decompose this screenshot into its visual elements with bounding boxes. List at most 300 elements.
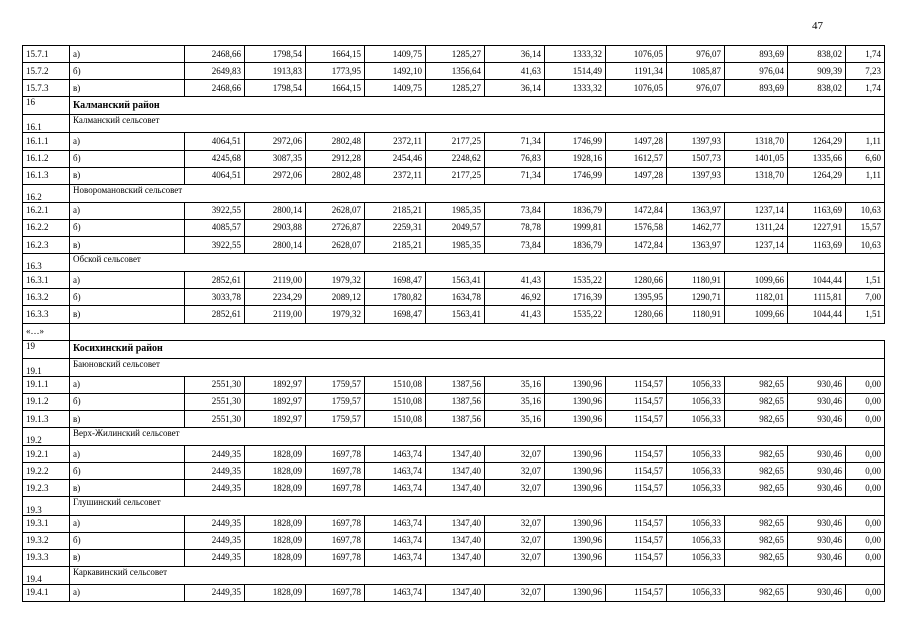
table-row [23,272,885,289]
row-code: 15.7.2 [23,63,70,80]
row-code: 19.1.3 [23,410,70,427]
value-cell: 0,00 [846,376,885,393]
value-cell: 982,65 [725,446,788,463]
value-cell: 0,00 [846,515,885,532]
value-cell: 41,43 [485,306,545,323]
value-cell: 46,92 [485,289,545,306]
table-row [23,532,885,549]
value-cell: 6,60 [846,150,885,167]
value-cell: 1928,16 [545,150,606,167]
row-code: 16.1.2 [23,150,70,167]
district-code: 19 [23,340,70,358]
value-cell: 1390,96 [545,480,606,497]
council-code: 16.2 [23,184,70,202]
table-row [23,584,885,601]
value-cell: 0,00 [846,393,885,410]
value-cell: 1237,14 [725,202,788,219]
value-cell: 2449,35 [185,446,245,463]
value-cell: 1401,05 [725,150,788,167]
value-cell: 1409,75 [365,80,426,97]
value-cell: 1463,74 [365,584,426,601]
value-cell: 1056,33 [667,393,725,410]
value-cell: 1828,09 [245,532,306,549]
row-code: 19.3.1 [23,515,70,532]
value-cell: 0,00 [846,410,885,427]
value-cell: 1264,29 [788,133,846,150]
row-variant: в) [70,480,185,497]
value-cell: 32,07 [485,584,545,601]
value-cell: 1154,57 [606,410,667,427]
row-variant: а) [70,515,185,532]
row-code: 16.1.3 [23,167,70,184]
row-code: 19.3.3 [23,549,70,566]
value-cell: 1463,74 [365,532,426,549]
value-cell: 1333,32 [545,46,606,63]
row-code: 19.4.1 [23,584,70,601]
value-cell: 976,07 [667,80,725,97]
value-cell: 1390,96 [545,515,606,532]
value-cell: 1698,47 [365,272,426,289]
value-cell: 1347,40 [426,515,485,532]
value-cell: 838,02 [788,80,846,97]
value-cell: 976,07 [667,46,725,63]
table-row [23,446,885,463]
row-code: 15.7.1 [23,46,70,63]
value-cell: 2372,11 [365,133,426,150]
value-cell: 2649,83 [185,63,245,80]
value-cell: 32,07 [485,549,545,566]
value-cell: 1154,57 [606,446,667,463]
row-variant: б) [70,393,185,410]
value-cell: 982,65 [725,463,788,480]
row-variant: в) [70,237,185,254]
value-cell: 1347,40 [426,480,485,497]
row-code: 19.3.2 [23,532,70,549]
value-cell: 2119,00 [245,306,306,323]
value-cell: 982,65 [725,549,788,566]
value-cell: 32,07 [485,446,545,463]
row-code: 16.1.1 [23,133,70,150]
value-cell: 1390,96 [545,463,606,480]
value-cell: 2185,21 [365,237,426,254]
value-cell: 1698,47 [365,306,426,323]
value-cell: 2468,66 [185,80,245,97]
value-cell: 2800,14 [245,237,306,254]
row-code: 16.2.1 [23,202,70,219]
value-cell: 2551,30 [185,410,245,427]
value-cell: 1985,35 [426,237,485,254]
value-cell: 1697,78 [306,463,365,480]
council-name: Верх-Жилинский сельсовет [70,428,885,446]
value-cell: 1154,57 [606,549,667,566]
district-name: Косихинский район [70,340,885,358]
value-cell: 32,07 [485,463,545,480]
value-cell: 35,16 [485,410,545,427]
table-row [23,133,885,150]
value-cell: 1318,70 [725,133,788,150]
value-cell: 1492,10 [365,63,426,80]
table-row [23,306,885,323]
value-cell: 0,00 [846,549,885,566]
council-code: 19.1 [23,358,70,376]
value-cell: 0,00 [846,584,885,601]
value-cell: 2449,35 [185,549,245,566]
value-cell: 4085,57 [185,219,245,236]
value-cell: 2802,48 [306,167,365,184]
value-cell: 1697,78 [306,532,365,549]
council-code: 19.3 [23,497,70,515]
table-row [23,410,885,427]
table-row [23,289,885,306]
table-row [23,480,885,497]
value-cell: 982,65 [725,515,788,532]
value-cell: 1828,09 [245,584,306,601]
value-cell: 1697,78 [306,515,365,532]
value-cell: 4064,51 [185,133,245,150]
table-row [23,549,885,566]
value-cell: 2049,57 [426,219,485,236]
value-cell: 2852,61 [185,306,245,323]
value-cell: 1227,91 [788,219,846,236]
value-cell: 1180,91 [667,306,725,323]
value-cell: 1,51 [846,306,885,323]
value-cell: 1280,66 [606,306,667,323]
value-cell: 893,69 [725,80,788,97]
value-cell: 2802,48 [306,133,365,150]
value-cell: 1780,82 [365,289,426,306]
value-cell: 2912,28 [306,150,365,167]
value-cell: 7,23 [846,63,885,80]
value-cell: 930,46 [788,463,846,480]
value-cell: 1290,71 [667,289,725,306]
value-cell: 1836,79 [545,237,606,254]
value-cell: 1563,41 [426,272,485,289]
value-cell: 1979,32 [306,306,365,323]
value-cell: 1463,74 [365,515,426,532]
value-cell: 2800,14 [245,202,306,219]
value-cell: 1056,33 [667,532,725,549]
value-cell: 1390,96 [545,410,606,427]
value-cell: 3922,55 [185,237,245,254]
council-name: Новоромановский сельсовет [70,184,885,202]
table-row [23,80,885,97]
council-name: Баюновский сельсовет [70,358,885,376]
council-name: Глушинский сельсовет [70,497,885,515]
value-cell: 2372,11 [365,167,426,184]
value-cell: 2449,35 [185,515,245,532]
value-cell: 41,43 [485,272,545,289]
value-cell: 36,14 [485,80,545,97]
row-variant: в) [70,549,185,566]
value-cell: 1510,08 [365,393,426,410]
value-cell: 1285,27 [426,46,485,63]
table-row [23,167,885,184]
value-cell: 1154,57 [606,463,667,480]
value-cell: 2628,07 [306,237,365,254]
council-code: 16.3 [23,254,70,272]
value-cell: 1163,69 [788,237,846,254]
table-row [23,376,885,393]
council-row [23,566,885,584]
table-row [23,463,885,480]
value-cell: 35,16 [485,376,545,393]
value-cell: 1333,32 [545,80,606,97]
value-cell: 1311,24 [725,219,788,236]
table-row [23,46,885,63]
value-cell: 2177,25 [426,133,485,150]
value-cell: 1472,84 [606,202,667,219]
table-row [23,515,885,532]
value-cell: 1472,84 [606,237,667,254]
row-code: 19.2.2 [23,463,70,480]
council-row [23,497,885,515]
value-cell: 1154,57 [606,393,667,410]
value-cell: 1154,57 [606,480,667,497]
row-variant: в) [70,80,185,97]
value-cell: 1056,33 [667,446,725,463]
value-cell: 1115,81 [788,289,846,306]
row-variant: а) [70,46,185,63]
value-cell: 1163,69 [788,202,846,219]
ellipsis-row [23,323,885,340]
row-variant: а) [70,133,185,150]
value-cell: 1,51 [846,272,885,289]
value-cell: 1056,33 [667,584,725,601]
value-cell: 1056,33 [667,549,725,566]
value-cell: 7,00 [846,289,885,306]
row-code: 16.2.3 [23,237,70,254]
value-cell: 1395,95 [606,289,667,306]
value-cell: 1634,78 [426,289,485,306]
value-cell: 930,46 [788,446,846,463]
value-cell: 1347,40 [426,532,485,549]
value-cell: 71,34 [485,133,545,150]
value-cell: 2852,61 [185,272,245,289]
row-variant: а) [70,272,185,289]
value-cell: 2551,30 [185,393,245,410]
value-cell: 1182,01 [725,289,788,306]
row-variant: б) [70,289,185,306]
row-code: 19.1.1 [23,376,70,393]
value-cell: 930,46 [788,549,846,566]
row-variant: а) [70,376,185,393]
value-cell: 76,83 [485,150,545,167]
value-cell: 1390,96 [545,393,606,410]
value-cell: 982,65 [725,480,788,497]
value-cell: 1985,35 [426,202,485,219]
value-cell: 1664,15 [306,46,365,63]
value-cell: 1056,33 [667,480,725,497]
value-cell: 1798,54 [245,80,306,97]
value-cell: 1773,95 [306,63,365,80]
value-cell: 1510,08 [365,410,426,427]
value-cell: 1697,78 [306,584,365,601]
page-number: 47 [812,20,823,32]
value-cell: 1892,97 [245,393,306,410]
table-row [23,150,885,167]
value-cell: 1044,44 [788,272,846,289]
value-cell: 930,46 [788,584,846,601]
value-cell: 1264,29 [788,167,846,184]
council-code: 19.4 [23,566,70,584]
value-cell: 982,65 [725,584,788,601]
value-cell: 1099,66 [725,272,788,289]
value-cell: 1510,08 [365,376,426,393]
value-cell: 1979,32 [306,272,365,289]
row-variant: а) [70,446,185,463]
value-cell: 10,63 [846,202,885,219]
value-cell: 2177,25 [426,167,485,184]
value-cell: 1397,93 [667,133,725,150]
value-cell: 1497,28 [606,133,667,150]
row-variant: б) [70,219,185,236]
value-cell: 2903,88 [245,219,306,236]
value-cell: 1507,73 [667,150,725,167]
value-cell: 1746,99 [545,167,606,184]
value-cell: 1335,66 [788,150,846,167]
row-variant: б) [70,532,185,549]
value-cell: 1828,09 [245,480,306,497]
value-cell: 35,16 [485,393,545,410]
district-code: 16 [23,97,70,115]
value-cell: 2972,06 [245,133,306,150]
district-row [23,97,885,115]
council-code: 16.1 [23,115,70,133]
value-cell: 1044,44 [788,306,846,323]
value-cell: 930,46 [788,515,846,532]
value-cell: 930,46 [788,532,846,549]
value-cell: 1612,57 [606,150,667,167]
value-cell: 1237,14 [725,237,788,254]
value-cell: 1759,57 [306,376,365,393]
table-row [23,202,885,219]
value-cell: 1535,22 [545,306,606,323]
row-code: 19.1.2 [23,393,70,410]
value-cell: 1463,74 [365,549,426,566]
ellipsis-mark: «…» [23,323,70,340]
value-cell: 1390,96 [545,446,606,463]
council-row [23,428,885,446]
table-row [23,219,885,236]
value-cell: 930,46 [788,393,846,410]
value-cell: 71,34 [485,167,545,184]
row-variant: в) [70,306,185,323]
value-cell: 2972,06 [245,167,306,184]
value-cell: 0,00 [846,532,885,549]
council-row [23,184,885,202]
value-cell: 1397,93 [667,167,725,184]
value-cell: 1836,79 [545,202,606,219]
value-cell: 1363,97 [667,237,725,254]
row-code: 19.2.3 [23,480,70,497]
value-cell: 2449,35 [185,463,245,480]
value-cell: 1099,66 [725,306,788,323]
ellipsis-filler [70,323,885,340]
value-cell: 1347,40 [426,549,485,566]
row-code: 16.2.2 [23,219,70,236]
value-cell: 2726,87 [306,219,365,236]
value-cell: 1154,57 [606,584,667,601]
value-cell: 1076,05 [606,80,667,97]
district-name: Калманский район [70,97,885,115]
value-cell: 2248,62 [426,150,485,167]
council-name: Каркавинский сельсовет [70,566,885,584]
value-cell: 1828,09 [245,515,306,532]
value-cell: 1154,57 [606,532,667,549]
table-row [23,63,885,80]
tariff-table [22,45,885,602]
value-cell: 1056,33 [667,376,725,393]
value-cell: 32,07 [485,515,545,532]
council-name: Калманский сельсовет [70,115,885,133]
value-cell: 1390,96 [545,549,606,566]
value-cell: 1056,33 [667,463,725,480]
value-cell: 1746,99 [545,133,606,150]
value-cell: 0,00 [846,446,885,463]
value-cell: 1563,41 [426,306,485,323]
value-cell: 1390,96 [545,376,606,393]
value-cell: 1759,57 [306,410,365,427]
value-cell: 1,74 [846,80,885,97]
value-cell: 1085,87 [667,63,725,80]
council-code: 19.2 [23,428,70,446]
value-cell: 2234,29 [245,289,306,306]
value-cell: 15,57 [846,219,885,236]
table-row [23,393,885,410]
row-code: 16.3.1 [23,272,70,289]
value-cell: 1154,57 [606,376,667,393]
value-cell: 982,65 [725,393,788,410]
value-cell: 909,39 [788,63,846,80]
value-cell: 838,02 [788,46,846,63]
value-cell: 1664,15 [306,80,365,97]
row-code: 15.7.3 [23,80,70,97]
value-cell: 3922,55 [185,202,245,219]
value-cell: 1697,78 [306,549,365,566]
value-cell: 1576,58 [606,219,667,236]
value-cell: 1497,28 [606,167,667,184]
value-cell: 930,46 [788,410,846,427]
value-cell: 1180,91 [667,272,725,289]
value-cell: 1828,09 [245,549,306,566]
table-row [23,237,885,254]
value-cell: 2119,00 [245,272,306,289]
value-cell: 1390,96 [545,584,606,601]
value-cell: 4064,51 [185,167,245,184]
value-cell: 1828,09 [245,446,306,463]
value-cell: 1387,56 [426,410,485,427]
value-cell: 41,63 [485,63,545,80]
value-cell: 73,84 [485,202,545,219]
council-row [23,115,885,133]
value-cell: 1387,56 [426,376,485,393]
value-cell: 32,07 [485,480,545,497]
row-variant: в) [70,410,185,427]
row-variant: в) [70,167,185,184]
value-cell: 2449,35 [185,532,245,549]
value-cell: 930,46 [788,376,846,393]
value-cell: 976,04 [725,63,788,80]
district-row [23,340,885,358]
value-cell: 1347,40 [426,446,485,463]
value-cell: 2449,35 [185,480,245,497]
value-cell: 1463,74 [365,480,426,497]
value-cell: 1,74 [846,46,885,63]
row-variant: б) [70,463,185,480]
value-cell: 982,65 [725,532,788,549]
value-cell: 1697,78 [306,446,365,463]
value-cell: 2259,31 [365,219,426,236]
